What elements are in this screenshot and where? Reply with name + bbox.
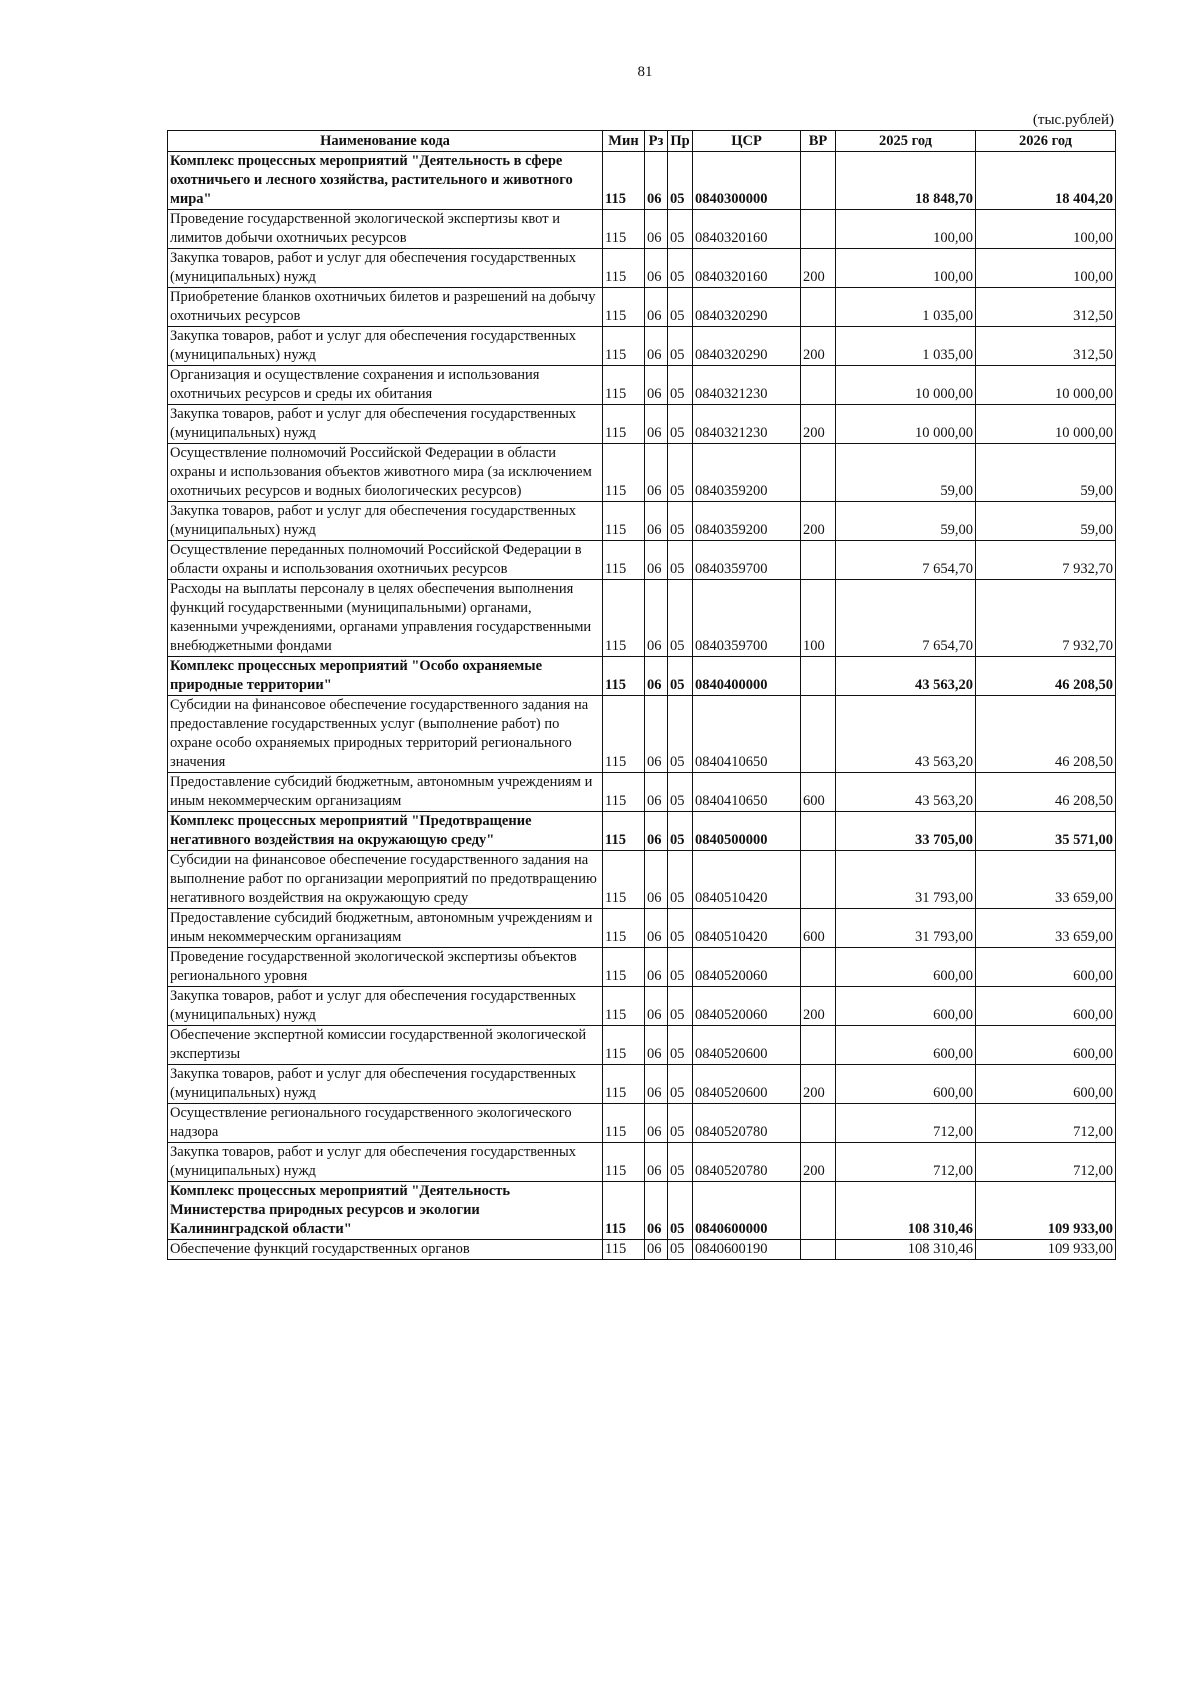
table-row [168,1240,1116,1260]
cell-vr [801,210,836,249]
cell-rz: 06 [645,657,668,696]
table-row [168,696,1116,773]
cell-2026: 46 208,50 [976,696,1116,773]
cell-name: Предоставление субсидий бюджетным, автономным учреждениям и иным некоммерческим организациям [168,773,603,812]
cell-csr: 0840320290 [693,327,801,366]
cell-rz: 06 [645,210,668,249]
cell-2025: 600,00 [836,948,976,987]
cell-csr: 0840510420 [693,909,801,948]
cell-name: Закупка товаров, работ и услуг для обеспечения государственных (муниципальных) нужд [168,987,603,1026]
cell-csr: 0840410650 [693,696,801,773]
cell-min: 115 [603,502,645,541]
cell-vr [801,152,836,210]
cell-csr: 0840510420 [693,851,801,909]
table-row [168,444,1116,502]
cell-vr [801,288,836,327]
cell-2026: 109 933,00 [976,1182,1116,1240]
cell-min: 115 [603,210,645,249]
cell-min: 115 [603,288,645,327]
cell-csr: 0840359700 [693,580,801,657]
cell-vr [801,1240,836,1260]
cell-pr: 05 [668,851,693,909]
cell-2025: 1 035,00 [836,288,976,327]
cell-csr: 0840320160 [693,210,801,249]
cell-2025: 600,00 [836,987,976,1026]
cell-min: 115 [603,773,645,812]
cell-rz: 06 [645,541,668,580]
cell-vr: 200 [801,405,836,444]
cell-name: Комплекс процессных мероприятий "Деятельность Министерства природных ресурсов и экологии Калининградской области" [168,1182,603,1240]
cell-2025: 31 793,00 [836,851,976,909]
cell-2026: 109 933,00 [976,1240,1116,1260]
table-body [168,152,1116,1260]
cell-rz: 06 [645,1240,668,1260]
cell-csr: 0840321230 [693,366,801,405]
cell-name: Обеспечение экспертной комиссии государственной экологической экспертизы [168,1026,603,1065]
table-row [168,288,1116,327]
cell-name: Закупка товаров, работ и услуг для обеспечения государственных (муниципальных) нужд [168,502,603,541]
cell-2025: 33 705,00 [836,812,976,851]
cell-pr: 05 [668,1026,693,1065]
cell-rz: 06 [645,696,668,773]
cell-2026: 100,00 [976,249,1116,288]
cell-min: 115 [603,1026,645,1065]
cell-name: Комплекс процессных мероприятий "Предотвращение негативного воздействия на окружающую среду" [168,812,603,851]
cell-csr: 0840410650 [693,773,801,812]
cell-pr: 05 [668,987,693,1026]
table-row [168,812,1116,851]
cell-rz: 06 [645,1026,668,1065]
cell-rz: 06 [645,580,668,657]
cell-2025: 10 000,00 [836,405,976,444]
cell-rz: 06 [645,327,668,366]
cell-name: Закупка товаров, работ и услуг для обеспечения государственных (муниципальных) нужд [168,405,603,444]
cell-pr: 05 [668,288,693,327]
cell-rz: 06 [645,249,668,288]
cell-vr [801,851,836,909]
cell-2026: 600,00 [976,987,1116,1026]
cell-2026: 600,00 [976,948,1116,987]
table-row [168,657,1116,696]
cell-2026: 7 932,70 [976,580,1116,657]
cell-vr: 200 [801,1143,836,1182]
cell-min: 115 [603,1065,645,1104]
cell-name: Проведение государственной экологической экспертизы квот и лимитов добычи охотничьих ресурсов [168,210,603,249]
cell-min: 115 [603,152,645,210]
cell-rz: 06 [645,773,668,812]
cell-pr: 05 [668,1065,693,1104]
cell-vr: 200 [801,987,836,1026]
cell-pr: 05 [668,444,693,502]
cell-2025: 43 563,20 [836,696,976,773]
header-2026: 2026 год [976,131,1116,152]
cell-pr: 05 [668,580,693,657]
cell-pr: 05 [668,502,693,541]
table-row [168,541,1116,580]
cell-2026: 712,00 [976,1104,1116,1143]
cell-min: 115 [603,657,645,696]
cell-2025: 712,00 [836,1143,976,1182]
cell-2025: 43 563,20 [836,657,976,696]
cell-2026: 33 659,00 [976,851,1116,909]
cell-2025: 59,00 [836,444,976,502]
cell-csr: 0840359700 [693,541,801,580]
header-pr: Пр [668,131,693,152]
cell-2025: 600,00 [836,1065,976,1104]
cell-name: Приобретение бланков охотничьих билетов и разрешений на добычу охотничьих ресурсов [168,288,603,327]
header-min: Мин [603,131,645,152]
header-name: Наименование кода [168,131,603,152]
cell-vr [801,1104,836,1143]
cell-vr: 200 [801,249,836,288]
cell-2025: 108 310,46 [836,1240,976,1260]
cell-min: 115 [603,909,645,948]
cell-vr: 200 [801,327,836,366]
cell-2025: 43 563,20 [836,773,976,812]
cell-csr: 0840520060 [693,987,801,1026]
cell-pr: 05 [668,327,693,366]
cell-name: Комплекс процессных мероприятий "Деятельность в сфере охотничьего и лесного хозяйства, растительного и животного мира" [168,152,603,210]
cell-2025: 10 000,00 [836,366,976,405]
cell-csr: 0840320290 [693,288,801,327]
header-2025: 2025 год [836,131,976,152]
cell-name: Закупка товаров, работ и услуг для обеспечения государственных (муниципальных) нужд [168,1065,603,1104]
table-row [168,1065,1116,1104]
header-csr: ЦСР [693,131,801,152]
cell-vr [801,948,836,987]
cell-min: 115 [603,812,645,851]
cell-name: Осуществление переданных полномочий Российской Федерации в области охраны и использования охотничьих ресурсов [168,541,603,580]
cell-min: 115 [603,851,645,909]
cell-2026: 10 000,00 [976,366,1116,405]
cell-csr: 0840600000 [693,1182,801,1240]
cell-pr: 05 [668,1143,693,1182]
cell-vr [801,812,836,851]
cell-min: 115 [603,948,645,987]
cell-pr: 05 [668,1104,693,1143]
cell-2026: 100,00 [976,210,1116,249]
cell-2025: 31 793,00 [836,909,976,948]
cell-2026: 312,50 [976,288,1116,327]
cell-rz: 06 [645,1065,668,1104]
cell-vr [801,696,836,773]
cell-csr: 0840359200 [693,444,801,502]
cell-vr [801,1026,836,1065]
cell-2026: 600,00 [976,1026,1116,1065]
cell-csr: 0840321230 [693,405,801,444]
cell-vr: 600 [801,773,836,812]
cell-min: 115 [603,987,645,1026]
cell-rz: 06 [645,502,668,541]
table-row [168,948,1116,987]
cell-rz: 06 [645,1104,668,1143]
cell-2026: 46 208,50 [976,773,1116,812]
cell-2026: 59,00 [976,444,1116,502]
cell-csr: 0840359200 [693,502,801,541]
cell-rz: 06 [645,288,668,327]
cell-vr [801,444,836,502]
table-row [168,851,1116,909]
table-row [168,210,1116,249]
cell-vr: 200 [801,502,836,541]
cell-2025: 7 654,70 [836,541,976,580]
cell-csr: 0840520060 [693,948,801,987]
cell-min: 115 [603,327,645,366]
cell-csr: 0840320160 [693,249,801,288]
cell-rz: 06 [645,948,668,987]
cell-rz: 06 [645,812,668,851]
cell-name: Закупка товаров, работ и услуг для обеспечения государственных (муниципальных) нужд [168,1143,603,1182]
cell-csr: 0840520600 [693,1065,801,1104]
cell-name: Организация и осуществление сохранения и использования охотничьих ресурсов и среды их обитания [168,366,603,405]
cell-2026: 35 571,00 [976,812,1116,851]
cell-rz: 06 [645,851,668,909]
cell-min: 115 [603,1182,645,1240]
cell-2026: 18 404,20 [976,152,1116,210]
cell-rz: 06 [645,444,668,502]
cell-name: Закупка товаров, работ и услуг для обеспечения государственных (муниципальных) нужд [168,249,603,288]
cell-csr: 0840520780 [693,1104,801,1143]
table-row [168,1104,1116,1143]
cell-min: 115 [603,366,645,405]
header-vr: ВР [801,131,836,152]
table-row [168,1143,1116,1182]
cell-pr: 05 [668,405,693,444]
cell-pr: 05 [668,366,693,405]
table-row [168,405,1116,444]
cell-pr: 05 [668,541,693,580]
cell-vr [801,541,836,580]
cell-2026: 600,00 [976,1065,1116,1104]
table-row [168,366,1116,405]
cell-2026: 33 659,00 [976,909,1116,948]
cell-rz: 06 [645,366,668,405]
cell-name: Осуществление регионального государственного экологического надзора [168,1104,603,1143]
cell-vr: 100 [801,580,836,657]
cell-csr: 0840300000 [693,152,801,210]
cell-2025: 1 035,00 [836,327,976,366]
cell-pr: 05 [668,696,693,773]
cell-2025: 712,00 [836,1104,976,1143]
cell-2025: 7 654,70 [836,580,976,657]
cell-rz: 06 [645,1143,668,1182]
table-row [168,152,1116,210]
cell-rz: 06 [645,152,668,210]
cell-2026: 7 932,70 [976,541,1116,580]
cell-2025: 100,00 [836,210,976,249]
cell-min: 115 [603,249,645,288]
table-row [168,327,1116,366]
cell-2026: 712,00 [976,1143,1116,1182]
cell-pr: 05 [668,1182,693,1240]
table-row [168,249,1116,288]
cell-2026: 312,50 [976,327,1116,366]
cell-csr: 0840600190 [693,1240,801,1260]
cell-name: Осуществление полномочий Российской Федерации в области охраны и использования объектов животного мира (за исключением охотничьих ресурсов и водных биологических ресурсов) [168,444,603,502]
cell-name: Предоставление субсидий бюджетным, автономным учреждениям и иным некоммерческим организациям [168,909,603,948]
cell-csr: 0840520780 [693,1143,801,1182]
cell-name: Проведение государственной экологической экспертизы объектов регионального уровня [168,948,603,987]
cell-pr: 05 [668,948,693,987]
table-row [168,909,1116,948]
cell-min: 115 [603,1143,645,1182]
budget-table [167,130,1116,1260]
table-row [168,580,1116,657]
cell-vr [801,657,836,696]
cell-pr: 05 [668,812,693,851]
cell-min: 115 [603,1104,645,1143]
table-row [168,987,1116,1026]
cell-rz: 06 [645,1182,668,1240]
cell-2025: 100,00 [836,249,976,288]
cell-name: Расходы на выплаты персоналу в целях обеспечения выполнения функций государственными (муниципальными) органами, казенными учреждениями, органами управления государственными внебюджетными фондами [168,580,603,657]
cell-csr: 0840500000 [693,812,801,851]
cell-name: Закупка товаров, работ и услуг для обеспечения государственных (муниципальных) нужд [168,327,603,366]
cell-pr: 05 [668,1240,693,1260]
cell-vr: 200 [801,1065,836,1104]
cell-pr: 05 [668,909,693,948]
cell-pr: 05 [668,249,693,288]
cell-name: Обеспечение функций государственных органов [168,1240,603,1260]
page-number: 81 [637,64,653,80]
table-row [168,1026,1116,1065]
cell-rz: 06 [645,405,668,444]
cell-2025: 108 310,46 [836,1182,976,1240]
header-rz: Рз [645,131,668,152]
cell-vr [801,366,836,405]
cell-min: 115 [603,580,645,657]
cell-min: 115 [603,405,645,444]
cell-csr: 0840520600 [693,1026,801,1065]
cell-pr: 05 [668,152,693,210]
cell-min: 115 [603,696,645,773]
cell-name: Комплекс процессных мероприятий "Особо охраняемые природные территории" [168,657,603,696]
cell-min: 115 [603,541,645,580]
table-row [168,773,1116,812]
cell-2026: 59,00 [976,502,1116,541]
cell-name: Субсидии на финансовое обеспечение государственного задания на выполнение работ по организации мероприятий по предотвращению негативного воздействия на окружающую среду [168,851,603,909]
cell-vr: 600 [801,909,836,948]
cell-min: 115 [603,1240,645,1260]
table-row [168,1182,1116,1240]
cell-vr [801,1182,836,1240]
cell-pr: 05 [668,657,693,696]
units-note: (тыс.рублей) [1032,112,1114,128]
cell-rz: 06 [645,987,668,1026]
cell-2025: 59,00 [836,502,976,541]
cell-2026: 10 000,00 [976,405,1116,444]
cell-2026: 46 208,50 [976,657,1116,696]
cell-rz: 06 [645,909,668,948]
cell-min: 115 [603,444,645,502]
cell-pr: 05 [668,210,693,249]
cell-csr: 0840400000 [693,657,801,696]
cell-2025: 18 848,70 [836,152,976,210]
cell-2025: 600,00 [836,1026,976,1065]
cell-name: Субсидии на финансовое обеспечение государственного задания на предоставление государственных услуг (выполнение работ) по охране особо охраняемых природных территорий регионального значения [168,696,603,773]
table-row [168,502,1116,541]
table-header-row [168,131,1116,152]
cell-pr: 05 [668,773,693,812]
